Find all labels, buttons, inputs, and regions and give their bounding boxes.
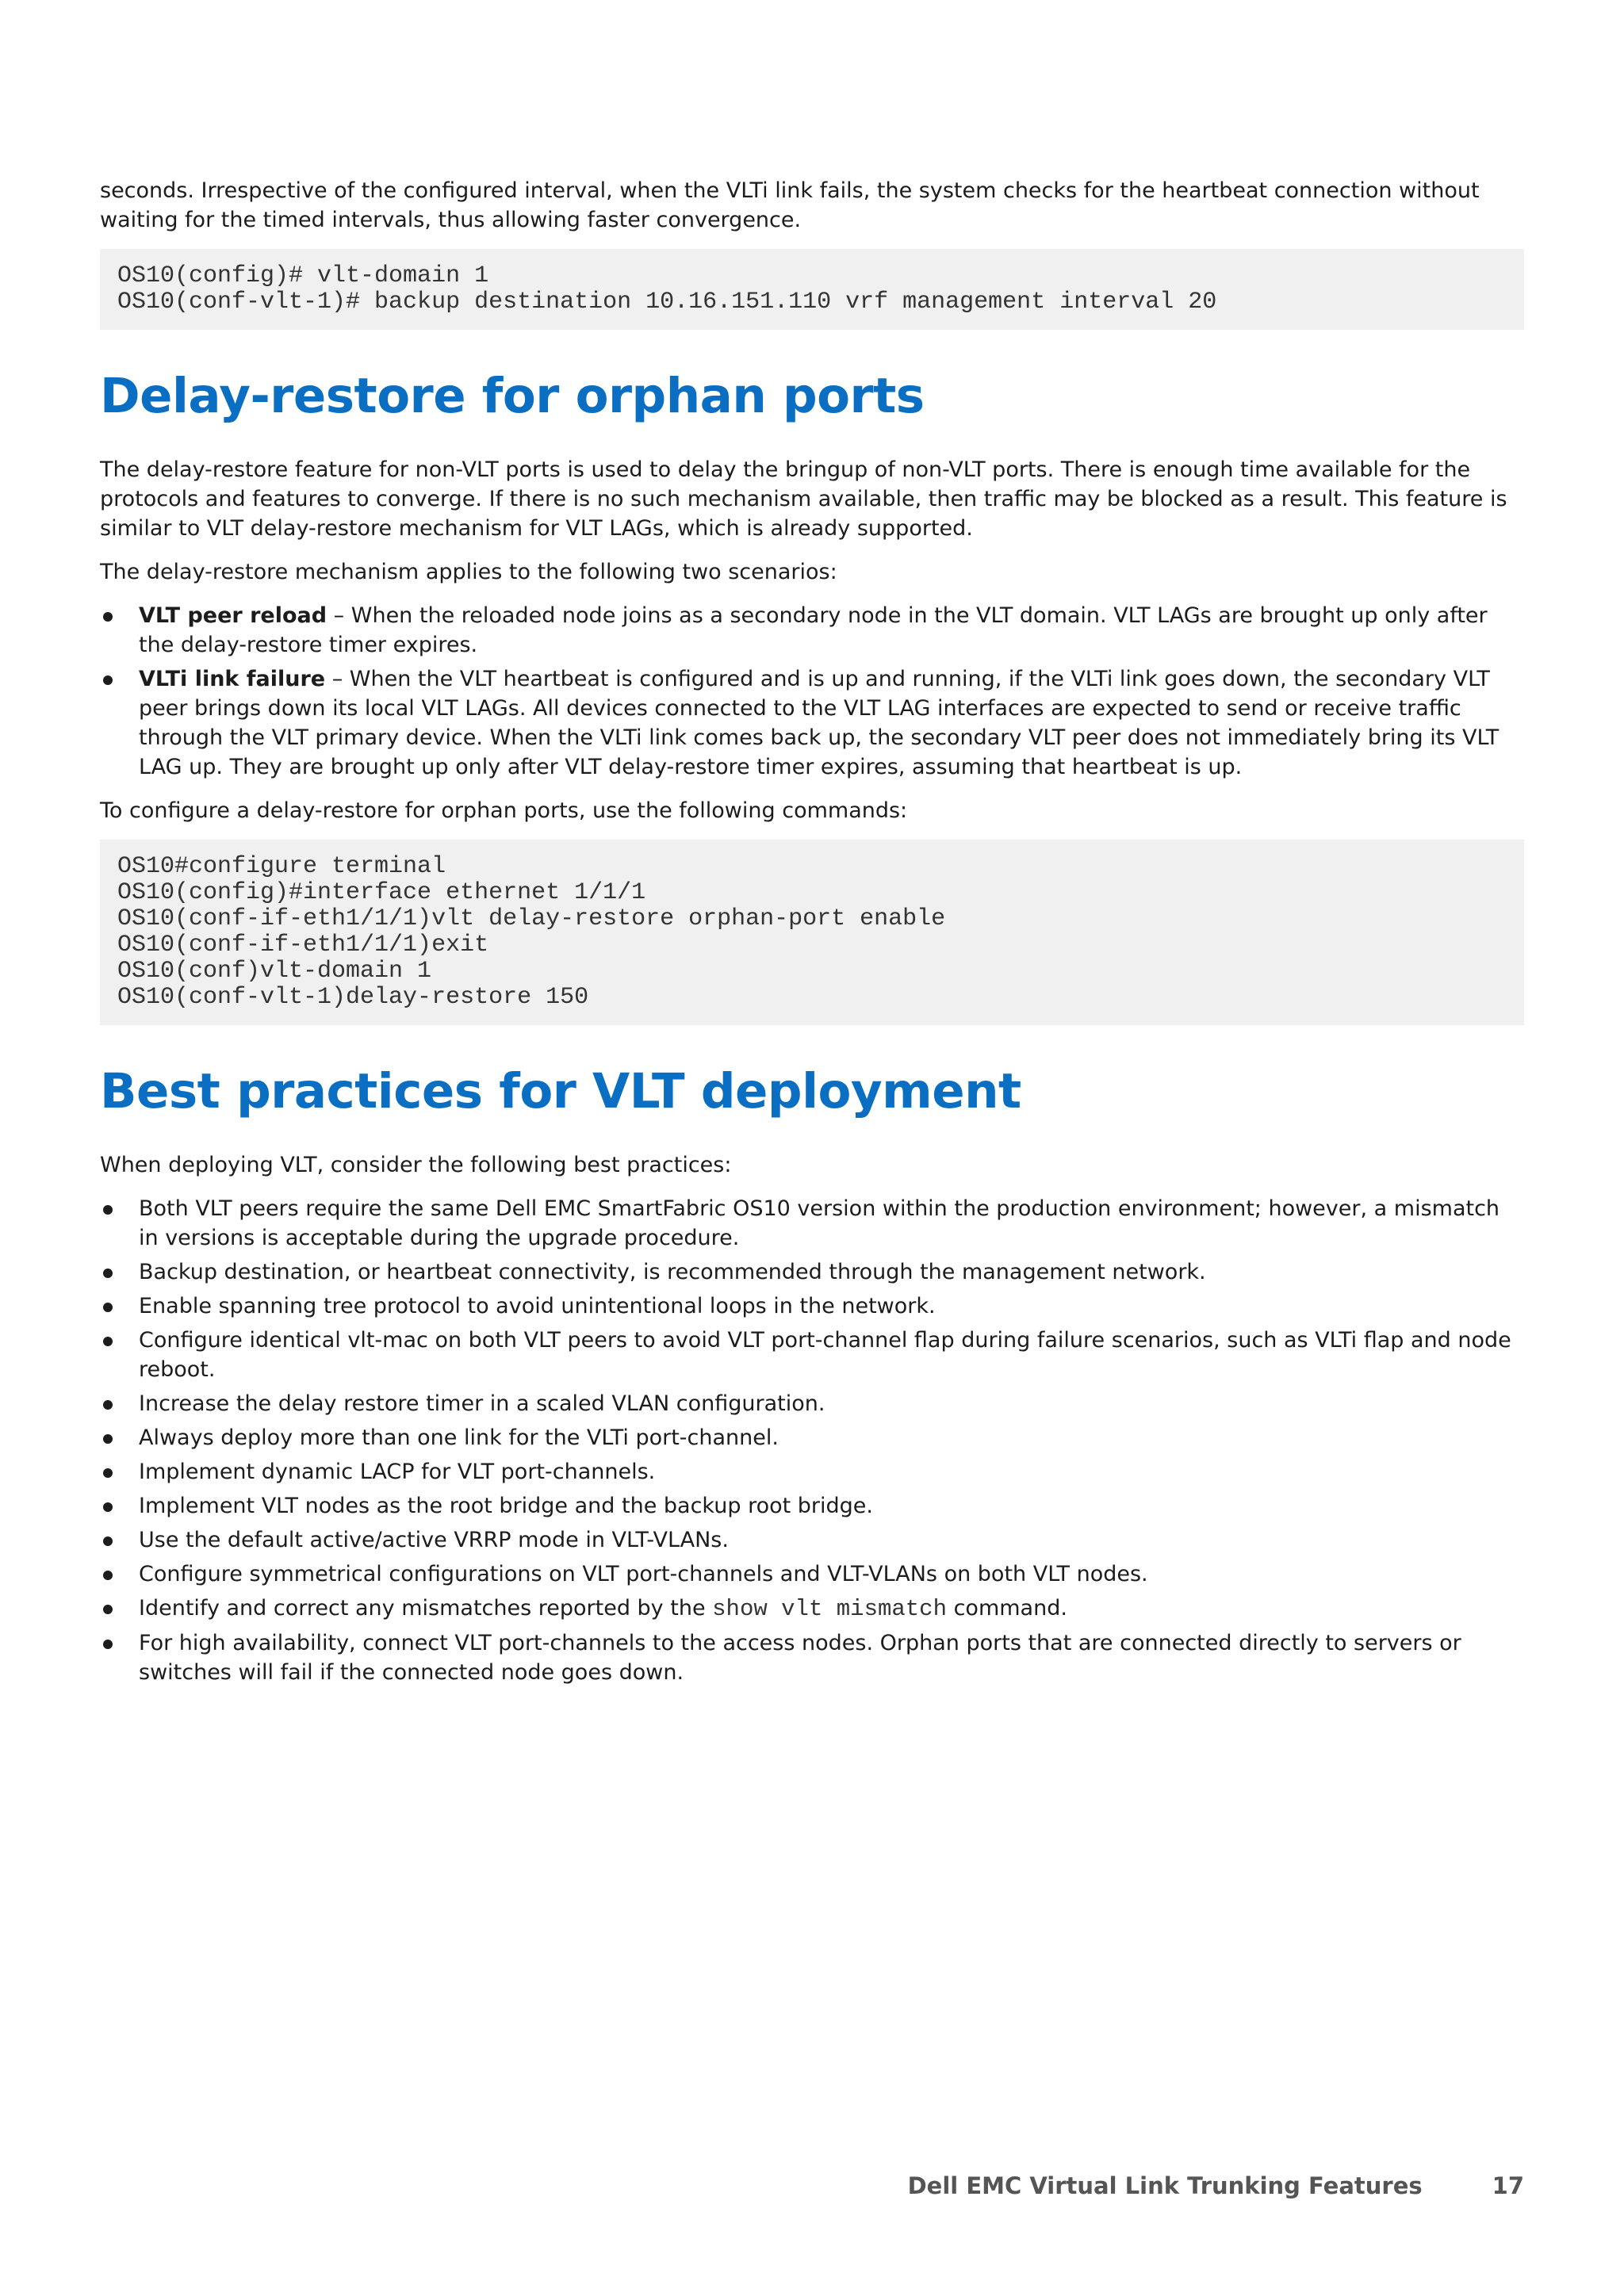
bullet-icon (103, 1536, 113, 1546)
intro-paragraph: seconds. Irrespective of the configured interval, when the VLTi link fails, the system checks for the heartbeat connection without waiting for the timed intervals, thus allowing faster convergence. (100, 178, 1480, 232)
bullet-icon (103, 1205, 113, 1215)
footer-title: Dell EMC Virtual Link Trunking Features (907, 2172, 1423, 2199)
page-content (100, 176, 1524, 1701)
code-block-backup-destination (100, 249, 1524, 330)
bullet-icon (103, 1269, 113, 1278)
list-item: Both VLT peers require the same Dell EMC SmartFabric OS10 version within the production environment; however, a mismatch in versions is acceptable during the upgrade procedure. (100, 1194, 1524, 1253)
bullet-icon (103, 612, 113, 622)
list-item: Backup destination, or heartbeat connectivity, is recommended through the management network. (100, 1257, 1524, 1287)
term-description: – When the reloaded node joins as a secondary node in the VLT domain. VLT LAGs are brought up only after the delay-restore timer expires. (139, 603, 1488, 657)
term: VLTi link failure (139, 667, 326, 691)
list-item: Enable spanning tree protocol to avoid unintentional loops in the network. (100, 1292, 1524, 1321)
list-item (100, 664, 1524, 782)
bullet-icon (103, 1337, 113, 1346)
bullet-icon (103, 1303, 113, 1312)
section-heading-delay-restore: Delay-restore for orphan ports (100, 368, 925, 424)
list-item: Configure identical vlt-mac on both VLT peers to avoid VLT port-channel flap during failure scenarios, such as VLTi flap and node reboot. (100, 1326, 1524, 1384)
code-line: OS10(config)# vlt-domain 1 (117, 262, 489, 289)
code-block-orphan-port (100, 840, 1524, 1025)
list-item: Implement dynamic LACP for VLT port-channels. (100, 1457, 1524, 1487)
paragraph: When deploying VLT, consider the following best practices: (100, 1153, 732, 1177)
list-item: Increase the delay restore timer in a scaled VLAN configuration. (100, 1389, 1524, 1418)
code-line: OS10(config)#interface ethernet 1/1/1 (117, 879, 646, 906)
section-heading-best-practices: Best practices for VLT deployment (100, 1063, 1021, 1119)
bullet-icon (103, 1434, 113, 1444)
list-item: Use the default active/active VRRP mode in VLT-VLANs. (100, 1525, 1524, 1555)
code-line: OS10#configure terminal (117, 853, 446, 880)
bullet-icon (103, 1605, 113, 1614)
bullet-icon (103, 1640, 113, 1649)
list-item: Always deploy more than one link for the VLTi port-channel. (100, 1423, 1524, 1452)
bullet-icon (103, 1468, 113, 1478)
scenario-list (100, 601, 1524, 782)
code-line: OS10(conf-vlt-1)delay-restore 150 (117, 984, 589, 1011)
bullet-icon (103, 1502, 113, 1512)
paragraph: To configure a delay-restore for orphan ports, use the following commands: (100, 798, 908, 823)
paragraph: The delay-restore mechanism applies to the following two scenarios: (100, 560, 837, 584)
code-line: OS10(conf)vlt-domain 1 (117, 958, 432, 985)
list-item: Implement VLT nodes as the root bridge and the backup root bridge. (100, 1491, 1524, 1521)
page-footer (908, 2172, 1524, 2199)
list-item: Configure symmetrical configurations on VLT port-channels and VLT-VLANs on both VLT nodes. (100, 1559, 1524, 1589)
paragraph: The delay-restore feature for non-VLT ports is used to delay the bringup of non-VLT ports. There is enough time available for the protocols and features to converge. If there is no such mechanism available, then traffic may be blocked as a result. This feature is similar to VLT delay-restore mechanism for VLT LAGs, which is already supported. (100, 457, 1507, 541)
list-item: Identify and correct any mismatches reported by the show vlt mismatch command. (100, 1594, 1524, 1624)
list-item (100, 601, 1524, 660)
bullet-icon (103, 1400, 113, 1410)
bullet-icon (103, 1571, 113, 1580)
inline-command: show vlt mismatch (712, 1596, 947, 1622)
page-number: 17 (1492, 2172, 1524, 2199)
term: VLT peer reload (139, 603, 327, 628)
list-item: For high availability, connect VLT port-channels to the access nodes. Orphan ports that are connected directly to servers or switches will fail if the connected node goes down. (100, 1628, 1524, 1687)
code-line: OS10(conf-vlt-1)# backup destination 10.16.151.110 vrf management interval 20 (117, 289, 1217, 316)
best-practices-list (100, 1194, 1524, 1687)
bullet-icon (103, 675, 113, 685)
term-description: – When the VLT heartbeat is configured and is up and running, if the VLTi link goes down, the secondary VLT peer brings down its local VLT LAGs. All devices connected to the VLT LAG interfaces are expected to send or receive traffic through the VLT primary device. When the VLTi link comes back up, the secondary VLT peer does not immediately bring its VLT LAG up. They are brought up only after VLT delay-restore timer expires, assuming that heartbeat is up. (139, 667, 1500, 779)
code-line: OS10(conf-if-eth1/1/1)vlt delay-restore orphan-port enable (117, 905, 946, 932)
code-line: OS10(conf-if-eth1/1/1)exit (117, 932, 489, 959)
